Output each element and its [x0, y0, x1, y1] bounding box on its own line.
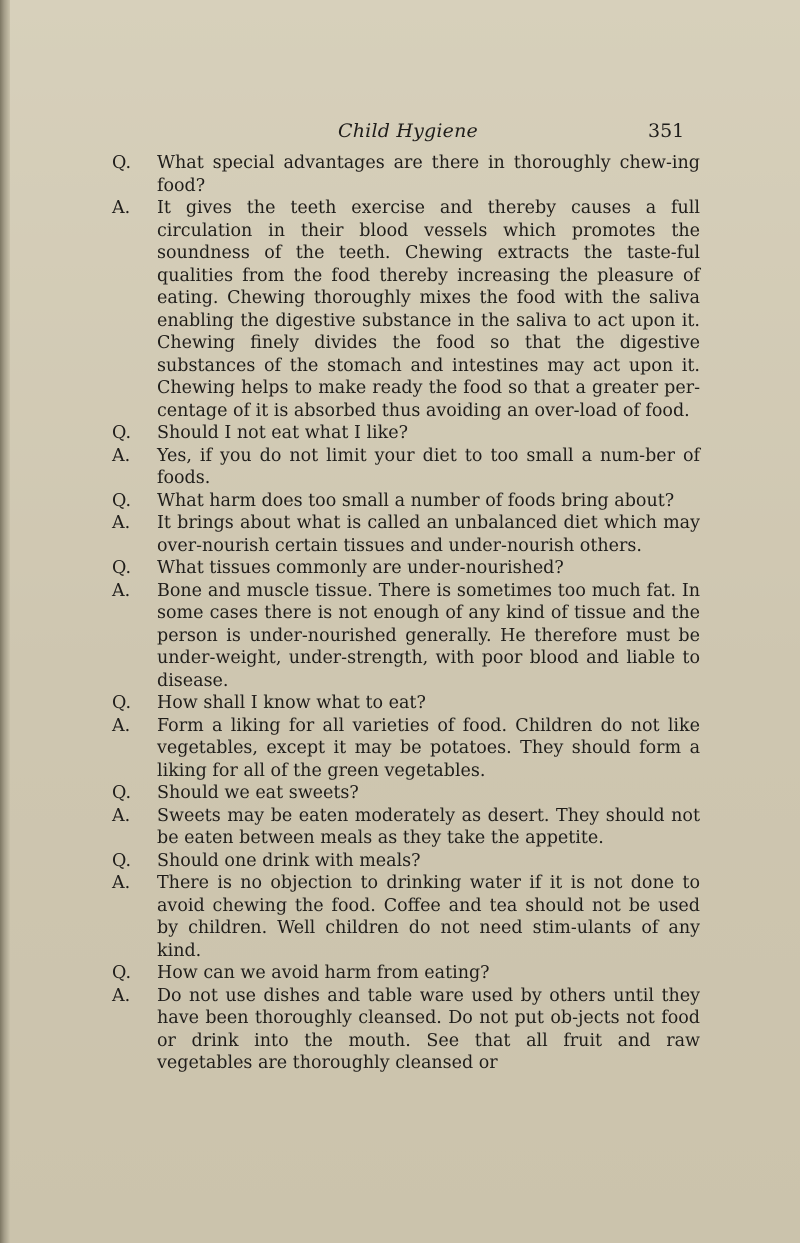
entry-marker: Q.	[112, 490, 132, 511]
answer-entry	[112, 512, 704, 557]
entry-text: Form a liking for all varieties of food. Children do not like vegetables, except it may be potatoes. They should form a liking for all of the green vegetables.	[157, 715, 700, 781]
running-title: Child Hygiene	[338, 120, 478, 142]
binding-edge	[0, 0, 10, 1243]
entry-text: Should we eat sweets?	[157, 783, 359, 803]
answer-entry	[112, 715, 704, 783]
entry-text: What tissues commonly are under-nourished?	[157, 558, 564, 578]
entry-marker: Q.	[112, 153, 132, 173]
entry-marker: A.	[112, 580, 131, 601]
entry-text: Bone and muscle tissue. There is sometimes too much fat. In some cases there is not enough of any kind of tissue and the person is under-nourished generally. He therefore must be under-weight, under-strength, with poor blood and liable to disease.	[157, 580, 700, 691]
answer-entry	[112, 872, 704, 962]
answer-entry	[112, 445, 704, 490]
answer-entry	[112, 985, 704, 1075]
entry-marker: Q.	[112, 850, 132, 871]
entry-text: What harm does too small a number of foods bring about?	[157, 490, 675, 511]
question-entry	[112, 422, 704, 445]
entry-text: Should one drink with meals?	[157, 850, 421, 871]
entry-text: Do not use dishes and table ware used by others until they have been thoroughly cleansed. Do not put ob-jects not food or drink into the mouth. See that all fruit and raw vegetables are thoroughly cleansed or	[157, 985, 700, 1073]
answer-entry	[112, 580, 704, 693]
answer-entry	[112, 197, 704, 422]
entry-text: Sweets may be eaten moderately as desert. They should not be eaten between meals as they take the appetite.	[157, 805, 700, 848]
entry-marker: A.	[112, 445, 131, 466]
question-entry	[112, 850, 704, 873]
entry-text: How can we avoid harm from eating?	[157, 963, 490, 983]
page-header	[0, 117, 800, 145]
entry-marker: A.	[112, 198, 131, 218]
entry-marker: A.	[112, 985, 131, 1006]
question-entry	[112, 490, 704, 513]
question-entry	[112, 692, 704, 715]
entry-marker: Q.	[112, 558, 132, 578]
entry-marker: A.	[112, 715, 131, 736]
entry-text: What special advantages are there in thoroughly chew-ing food?	[157, 153, 700, 196]
question-entry	[112, 557, 704, 580]
entry-marker: A.	[112, 805, 131, 826]
entry-marker: Q.	[112, 693, 132, 713]
qa-list	[112, 152, 704, 1075]
entry-marker: Q.	[112, 783, 132, 803]
entry-marker: A.	[112, 513, 131, 533]
question-entry	[112, 782, 704, 805]
question-entry	[112, 962, 704, 985]
entry-text: There is no objection to drinking water if it is not done to avoid chewing the food. Coffee and tea should not be used by children. Well children do not need stim-ulants of any kind.	[157, 873, 700, 961]
answer-entry	[112, 805, 704, 850]
entry-marker: Q.	[112, 963, 132, 983]
entry-text: It gives the teeth exercise and thereby causes a full circulation in their blood vessels which promotes the soundness of the teeth. Chewing extracts the taste-ful qualities from the food thereby increasing the pleasure of eating. Chewing thoroughly mixes the food with the saliva enabling the digestive substance in the saliva to act upon it. Chewing finely divides the food so that the digestive substances of the stomach and intestines may act upon it. Chewing helps to make ready the food so that a greater per-centage of it is absorbed thus avoiding an over-load of food.	[157, 198, 700, 421]
entry-marker: Q.	[112, 423, 132, 443]
entry-text: It brings about what is called an unbalanced diet which may over-nourish certain tissues and under-nourish others.	[157, 513, 700, 556]
entry-text: Should I not eat what I like?	[157, 423, 408, 443]
page-number: 351	[648, 120, 685, 142]
entry-marker: A.	[112, 873, 131, 893]
question-entry	[112, 152, 704, 197]
entry-text: Yes, if you do not limit your diet to too small a num-ber of foods.	[157, 445, 700, 488]
entry-text: How shall I know what to eat?	[157, 693, 426, 713]
